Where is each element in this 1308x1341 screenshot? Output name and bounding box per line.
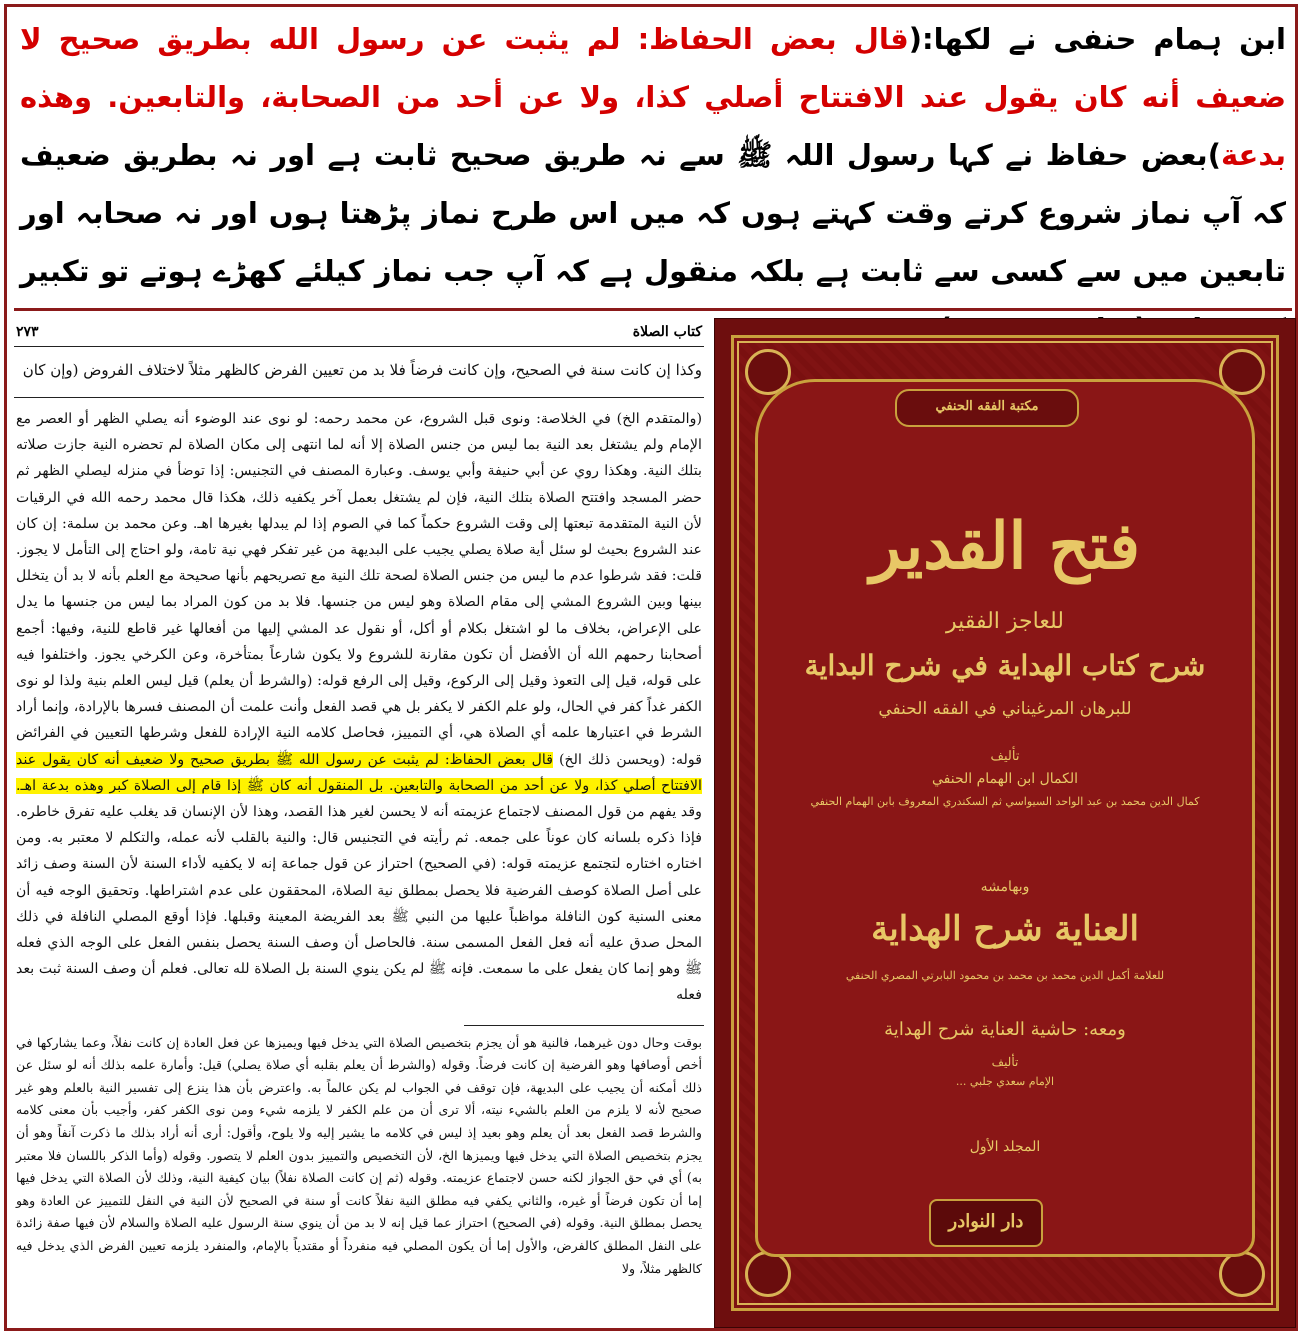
- corner-ornament: [745, 1251, 791, 1297]
- chapter-title: كتاب الصلاة: [632, 324, 702, 340]
- cover-for-author: للعاجز الفقير: [946, 609, 1064, 634]
- matn-text: وكذا إن كانت سنة في الصحيح، وإن كانت فرضاً فلا بد من تعيين الفرض كالظهر مثلاً لاختلاف الفروض (وإن كان: [14, 347, 704, 398]
- quote-open: (: [908, 22, 923, 56]
- commentary-text: [14, 398, 704, 1019]
- commentary-before: (والمتقدم الخ) في الخلاصة: ونوى قبل الشروع، عن محمد رحمه: لو نوى عند الوضوء أنه يصلي الظهر أو العصر مع الإمام ولم يشتغل بعد النية بما ليس من جنس الصلاة إلا أنه لما انتهى إلى مكان الصلاة لم تحضره النية جازت صلاته بتلك النية. وهكذا روي عن أبي حنيفة وأبي يوسف. وعبارة المصنف في التجنيس: إذا توضأ في منزله ليصلي الظهر ثم حضر المسجد وافتتح الصلاة بتلك النية، فإن لم يشتغل بعمل آخر يكفيه ذلك، هكذا قال محمد رحمه الله في الرقيات لأن النية المتقدمة تبعتها إلى وقت الشروع حكماً كما في الصوم إذا لم يبدلها بغيرها اهـ. وعن محمد بن سلمة: إن كان عند الشروع بحيث لو سئل أية صلاة يصلي يجيب على البديهة من غير تفكر فهي نية تامة، ولو احتاج إلى التأمل لا يجوز. قلت: فقد شرطوا عدم ما ليس من جنس الصلاة لصحة تلك النية مع تصريحهم بأنها صحيحة مع العلم بأنه لا بد أن يتخلل بينها وبين الشروع المشي إلى مقام الصلاة وهو ليس من جنسها. فلا بد من كون المراد بما ليس من جنسها ما يدل على الإعراض، بخلاف ما لو اشتغل بكلام أو أكل، أو نقول عد المشي إليها من أفعالها غير قاطع للنية، وفيها: أجمع أصحابنا رحمهم الله أن الأفضل أن تكون مقارنة للشروع ولا يكون شارعاً بمتأخرة، وعن الكرخي يجوز. واختلفوا فيه على قوله، قيل إلى التعوذ وقيل إلى الركوع، وقيل إلى الرفع قوله: (والشرط أن يعلم) قيل ليس العلم بنية ولذا لو نوى الكفر غداً كفر في الحال، ولو علم الكفر لا يكفر بل هي قصد الفعل وأنت علمت أن المصنف فسرها بالإرادة، وإنما أراد الشرط في اعتبارها علمه أي الصلاة هي، أي التمييز، فحاصل كلامه النية الإرادة للفعل وشرطها التعيين في الفرائض قوله: (ويحسن ذلك الخ): [16, 411, 702, 768]
- cover-ta-lif: تأليف: [990, 749, 1020, 764]
- cover-inaya: العناية شرح الهداية: [871, 909, 1139, 949]
- scan-running-head: [14, 318, 704, 347]
- cover-inaya-author: للعلامة أكمل الدين محمد بن محمد بن محمود البابرتي المصري الحنفي: [845, 969, 1165, 982]
- urdu-translation: بعض حفاظ نے کہا رسول اللہ ﷺ سے نہ طریق صحیح ثابت ہے اور نہ بطریق ضعیف کہ آپ نماز شروع کرتے وقت کہتے ہوں کہ میں اس طرح نماز پڑھتا ہوں اور نہ صحابہ اور تابعین میں سے کسی سے ثابت ہے بلکہ منقول ہے کہ آپ جب نماز کیلئے کھڑے ہوتے تو تکبیر: [20, 138, 1286, 288]
- cover-author: الكمال ابن الهمام الحنفي: [931, 771, 1078, 787]
- book-cover: [714, 318, 1296, 1328]
- quote-close: ): [1207, 138, 1221, 172]
- cover-hashiya: ومعه: حاشية العناية شرح الهداية: [884, 1019, 1126, 1040]
- cover-subtitle: شرح كتاب الهداية في شرح البداية: [804, 649, 1206, 682]
- cover-for-author2: للبرهان المرغيناني في الفقه الحنفي: [878, 699, 1132, 719]
- publisher-logo: دار النوادر: [929, 1199, 1043, 1247]
- scanned-page: [14, 318, 704, 1328]
- header-paragraph: [20, 10, 1286, 358]
- footnote-text: بوقت وحال دون غيرهما، فالنية هو أن يجزم بتخصيص الصلاة التي يدخل فيها ويميزها عن فعل العادة إن كانت نفلاً، وعما يشاركها في أخص أوصافها وهو الفرضية إن كانت فرضاً. وقوله (والشرط أن يعلم بقلبه أي صلاة يصلي) قيل: وأمارة علمه بذلك أنه لو سئل عن ذلك أمكنه أن يجيب على البديهة، فإن توقف في الجواب لم يكن عالماً به. واعترض بأن هذا ينزع إلى تفسير النية بالعلم وهو غير صحيح لأنه لا يلزم من العلم بالشيء نيته، ألا ترى أن من علم الكفر لا يلزمه شيء ومن نوى الكفر كفر، وأجيب بأن معنى كلامه والشرط قصد الفعل بعد أن يعلم وهو بعيد إذ ليس في كلامه ما يشير إليه ولا يلوح، وأقول: أرى أنه أراد بذلك ما ذكرت آنفاً وهو أن يجزم بتخصيص الصلاة التي يدخل فيها ويميزها الخ، لأن التخصيص والتمييز بدون العلم لا يتصور. وقوله (وأما الذكر باللسان فلا معتبر به) أي في حق الجواز لكنه حسن لاجتماع عزيمته. وقوله (ثم إن كانت الصلاة نفلاً) بيان كيفية النية، وذلك لأن الصلاة التي يدخل فيها إما أن تكون فرضاً أو غيره، والثاني يكفي فيه مطلق النية نفلاً كانت أو سنة في الصحيح لأن النية في النفل للتمييز عن العادة وهو يحصل بمطلق النية. وقوله (في الصحيح) احتراز عما قيل إنه لا بد من أن ينوي سنة الرسول عليه الصلاة والسلام لأن فيها صفة زائدة على النفل المطلق كالفرض، والأول إما أن يكون المصلي فيه منفرداً أو مقتدياً بالإمام، والمنفرد يلزمه تعيين الفرض الذي يدخل فيه كالظهر مثلاً، ولا: [16, 1034, 702, 1276]
- corner-ornament: [1219, 1251, 1265, 1297]
- cover-hashiya-ta-lif: تأليف: [991, 1055, 1019, 1069]
- commentary-after: وقد يفهم من قول المصنف لاجتماع عزيمته أنه لا يحسن لغير هذا القصد، وهذا لأن الإنسان قد يغلب عليه تفرق خاطره. فإذا ذكره بلسانه كان عوناً على جمعه. ثم رأيته في التجنيس قال: والنية بالقلب لأنه عمله، والتكلم لا معتبر به. ومن اختاره اختاره لتجتمع عزيمته قوله: (في الصحيح) احتراز عن قول جماعة إنه لا يكفيه لأداء السنة لأن السنة وصف زائد على أصل الصلاة كوصف الفرضية فلا يحصل بمطلق نية الصلاة، المحققون على عدم اشتراطها. وتحقيق الوجه فيه أن معنى السنية كون النافلة مواظباً عليها من النبي ﷺ بعد الفريضة المعينة وقبلها. فإذا أوقع المصلي النافلة في ذلك المحل صدق عليه أنه فعل الفعل المسمى سنة. فالحاصل أن وصف السنة يحصل بنفس الفعل على الوجه الذي فعله ﷺ وهو إنما كان يفعل على ما سمعت. فإنه ﷺ لم يكن ينوي السنة بل الصلاة لله تعالى. فعلم أن وصف السنة ثبت بعد فعله: [16, 804, 702, 1004]
- header-intro: ابن ہمام حنفی نے لکھا:: [922, 22, 1286, 56]
- cover-hashiya-author: الإمام سعدي جلبي ...: [955, 1075, 1055, 1088]
- highlighted-quote: قال بعض الحفاظ: لم يثبت عن رسول الله ﷺ بطريق صحيح ولا ضعيف أنه كان يقول عند الافتتاح أصلي كذا، ولا عن أحد من الصحابة والتابعين. بل المنقول أنه كان ﷺ إذا قام إلى الصلاة كبر وهذه بدعة اهـ.: [16, 751, 702, 794]
- cover-wa-bihamishihi: وبهامشه: [980, 879, 1030, 895]
- cover-title: فتح القدير: [870, 509, 1140, 584]
- series-badge: مكتبة الفقه الحنفي: [895, 389, 1079, 427]
- arabic-quote: قال بعض الحفاظ: لم يثبت عن رسول الله بطريق صحيح لا ضعيف أنه كان يقول عند الافتتاح أصلي كذا، ولا عن أحد من الصحابة، والتابعين. وهذه بدعة: [20, 22, 1286, 172]
- page-number: ٢٧٣: [16, 324, 39, 340]
- cover-author-full: كمال الدين محمد بن عبد الواحد السيواسي ثم السكندري المعروف بابن الهمام الحنفي: [810, 795, 1200, 808]
- header-divider: [14, 308, 1292, 311]
- urdu-header: [14, 10, 1292, 306]
- cover-volume: المجلد الأول: [969, 1139, 1041, 1155]
